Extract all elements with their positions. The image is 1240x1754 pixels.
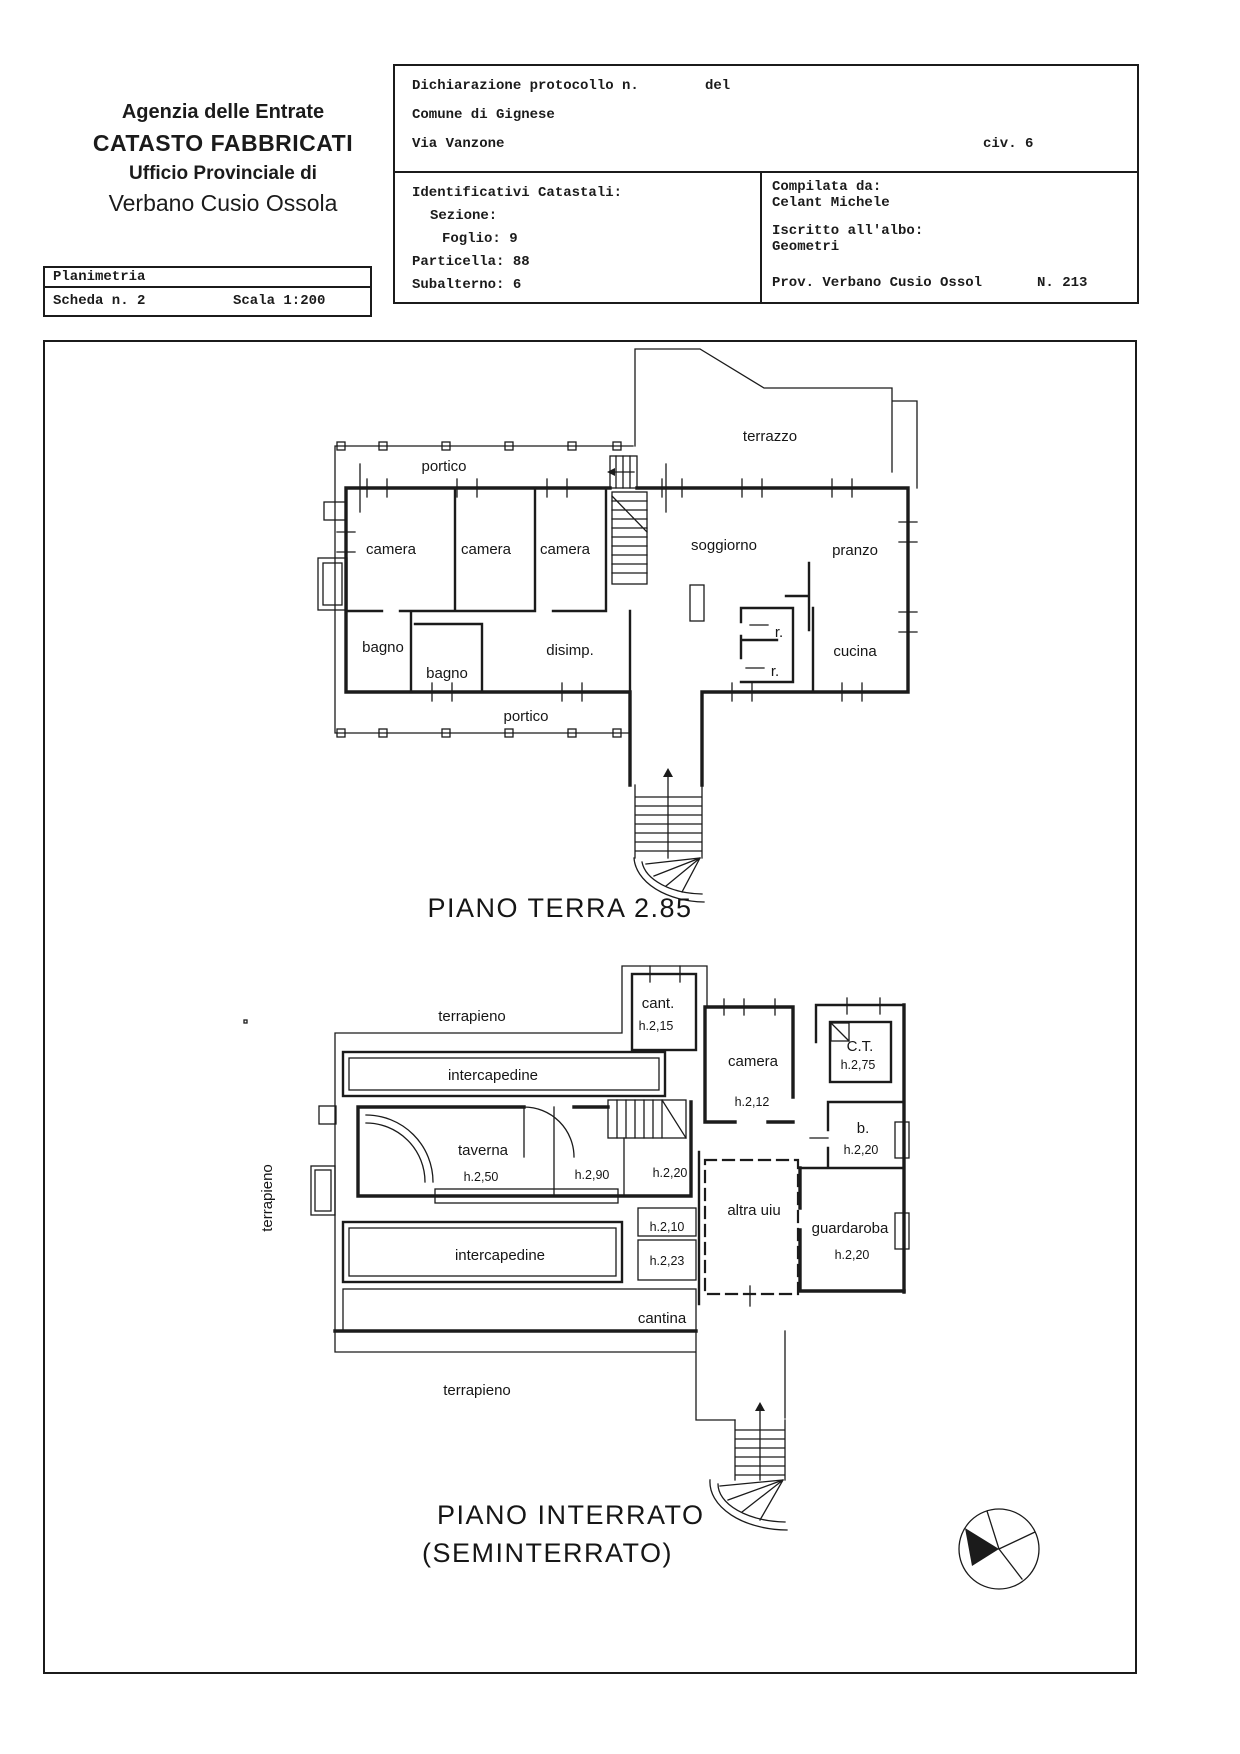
- room-label-camera2: camera: [460, 541, 512, 558]
- room-label-terrapieno-bottom: terrapieno: [443, 1382, 511, 1399]
- height-label-220: h.2,20: [652, 1166, 688, 1180]
- agency-line2: CATASTO FABBRICATI: [92, 130, 354, 156]
- basement-caption-line2: (SEMINTERRATO): [422, 1538, 674, 1568]
- pillar: [690, 585, 704, 621]
- room-label-cant: cant.: [641, 995, 675, 1012]
- del-label: del: [705, 78, 731, 94]
- civ-value: civ. 6: [983, 136, 1034, 152]
- room-label-altra-uiu: altra uiu: [727, 1202, 781, 1219]
- albo-number: N. 213: [1037, 275, 1088, 291]
- catastal-title: Identificativi Catastali:: [412, 185, 623, 201]
- declaration-table: [393, 64, 1139, 304]
- plan-drawing-box: [43, 340, 1137, 1674]
- room-label-cantina: cantina: [637, 1310, 687, 1327]
- agency-line4: Verbano Cusio Ossola: [108, 189, 338, 216]
- height-label-223: h.2,23: [649, 1254, 685, 1268]
- room-label-ct: C.T.: [846, 1038, 874, 1055]
- basement-plan: [244, 966, 1039, 1589]
- room-label-r2: r.: [770, 663, 780, 680]
- room-label-terrapieno-left: terrapieno: [259, 1164, 276, 1232]
- room-label-soggiorno: soggiorno: [691, 537, 757, 554]
- compass-rose: [959, 1509, 1039, 1589]
- foglio-field: Foglio: 9: [442, 231, 518, 247]
- albo-label: Iscritto all'albo:: [772, 223, 924, 239]
- scan-speck: [244, 1020, 247, 1023]
- room-label-portico-bottom: portico: [503, 708, 549, 725]
- agency-header: [53, 100, 393, 217]
- room-label-bagno1: bagno: [362, 639, 404, 656]
- subalterno-field: Subalterno: 6: [412, 277, 522, 293]
- room-label-r1: r.: [774, 624, 784, 641]
- entry-stair-arrow: [607, 468, 615, 476]
- altra-uiu-dashed-boundary: [705, 1160, 798, 1294]
- floor-plans-svg: [45, 342, 1135, 1672]
- sezione-field: Sezione:: [430, 208, 498, 224]
- height-label-b: h.2,20: [843, 1143, 879, 1157]
- entry-stair-treads: [613, 456, 634, 488]
- basement-stairs-treads: [617, 1100, 686, 1138]
- interior-walls: [346, 488, 813, 692]
- internal-stairwell: [612, 492, 647, 584]
- height-label-taverna: h.2,50: [463, 1170, 499, 1184]
- room-label-terrapieno-top: terrapieno: [438, 1008, 506, 1025]
- room-label-camera3: camera: [539, 541, 591, 558]
- room-label-terrazzo: terrazzo: [742, 428, 798, 445]
- bagno-b-walls: [800, 1102, 904, 1168]
- height-label-290: h.2,90: [574, 1168, 610, 1182]
- room-label-taverna: taverna: [457, 1142, 509, 1159]
- height-zone-lines: [554, 1107, 624, 1196]
- street-value: Via Vanzone: [412, 136, 505, 152]
- room-label-intercapedine-top: intercapedine: [447, 1067, 539, 1084]
- left-wall-notch: [319, 1106, 336, 1124]
- agency-line1: Agenzia delle Entrate: [121, 101, 325, 123]
- right-window-well-2: [895, 1213, 909, 1249]
- height-label-guardaroba: h.2,20: [834, 1248, 870, 1262]
- right-window-well-1: [895, 1122, 909, 1158]
- room-label-basement-camera: camera: [727, 1053, 779, 1070]
- window-hatches: [337, 464, 917, 701]
- sheet-number: Scheda n. 2: [53, 293, 146, 309]
- sheet-type: Planimetria: [45, 268, 370, 288]
- window-well-inner: [323, 563, 342, 605]
- sheet-scale: Scala 1:200: [233, 293, 326, 309]
- exterior-walls: [346, 488, 908, 785]
- room-label-cucina: cucina: [833, 643, 877, 660]
- basement-boundary: [335, 966, 785, 1420]
- terrazzo-outline: [635, 349, 917, 488]
- room-label-camera1: camera: [365, 541, 417, 558]
- prov-label: Prov. Verbano Cusio Ossol: [772, 275, 983, 291]
- spiral-staircase-basement: [710, 1402, 787, 1530]
- room-label-portico-top: portico: [421, 458, 467, 475]
- particella-field: Particella: 88: [412, 254, 530, 270]
- room-label-guardaroba: guardaroba: [811, 1220, 889, 1237]
- room-label-bagno2: bagno: [426, 665, 468, 682]
- compilata-label: Compilata da:: [772, 179, 882, 195]
- spiral-staircase-ground: [634, 768, 704, 902]
- height-label-210: h.2,10: [649, 1220, 685, 1234]
- cant-room: [632, 974, 696, 1050]
- compiler-name: Celant Michele: [772, 195, 890, 211]
- room-label-intercapedine-bottom: intercapedine: [454, 1247, 546, 1264]
- sheet-info-box: [43, 266, 372, 317]
- protocol-label: Dichiarazione protocollo n.: [412, 78, 639, 94]
- table-col-divider: [760, 173, 762, 302]
- comune-value: Comune di Gignese: [412, 107, 555, 123]
- height-label-camera: h.2,12: [734, 1095, 770, 1109]
- height-label-cant: h.2,15: [638, 1019, 674, 1033]
- left-window-well-inner: [315, 1170, 331, 1211]
- basement-caption-line1: PIANO INTERRATO: [437, 1500, 705, 1530]
- internal-stair-treads: [612, 496, 647, 573]
- ground-floor-caption: PIANO TERRA 2.85: [427, 893, 693, 923]
- table-row-divider: [395, 171, 1137, 173]
- room-label-b: b.: [856, 1120, 870, 1137]
- agency-line3: Ufficio Provinciale di: [129, 162, 317, 184]
- ground-floor-plan: [318, 349, 917, 923]
- albo-value: Geometri: [772, 239, 840, 255]
- room-label-disimp: disimp.: [546, 642, 594, 659]
- room-label-pranzo: pranzo: [832, 542, 878, 559]
- height-label-ct: h.2,75: [840, 1058, 876, 1072]
